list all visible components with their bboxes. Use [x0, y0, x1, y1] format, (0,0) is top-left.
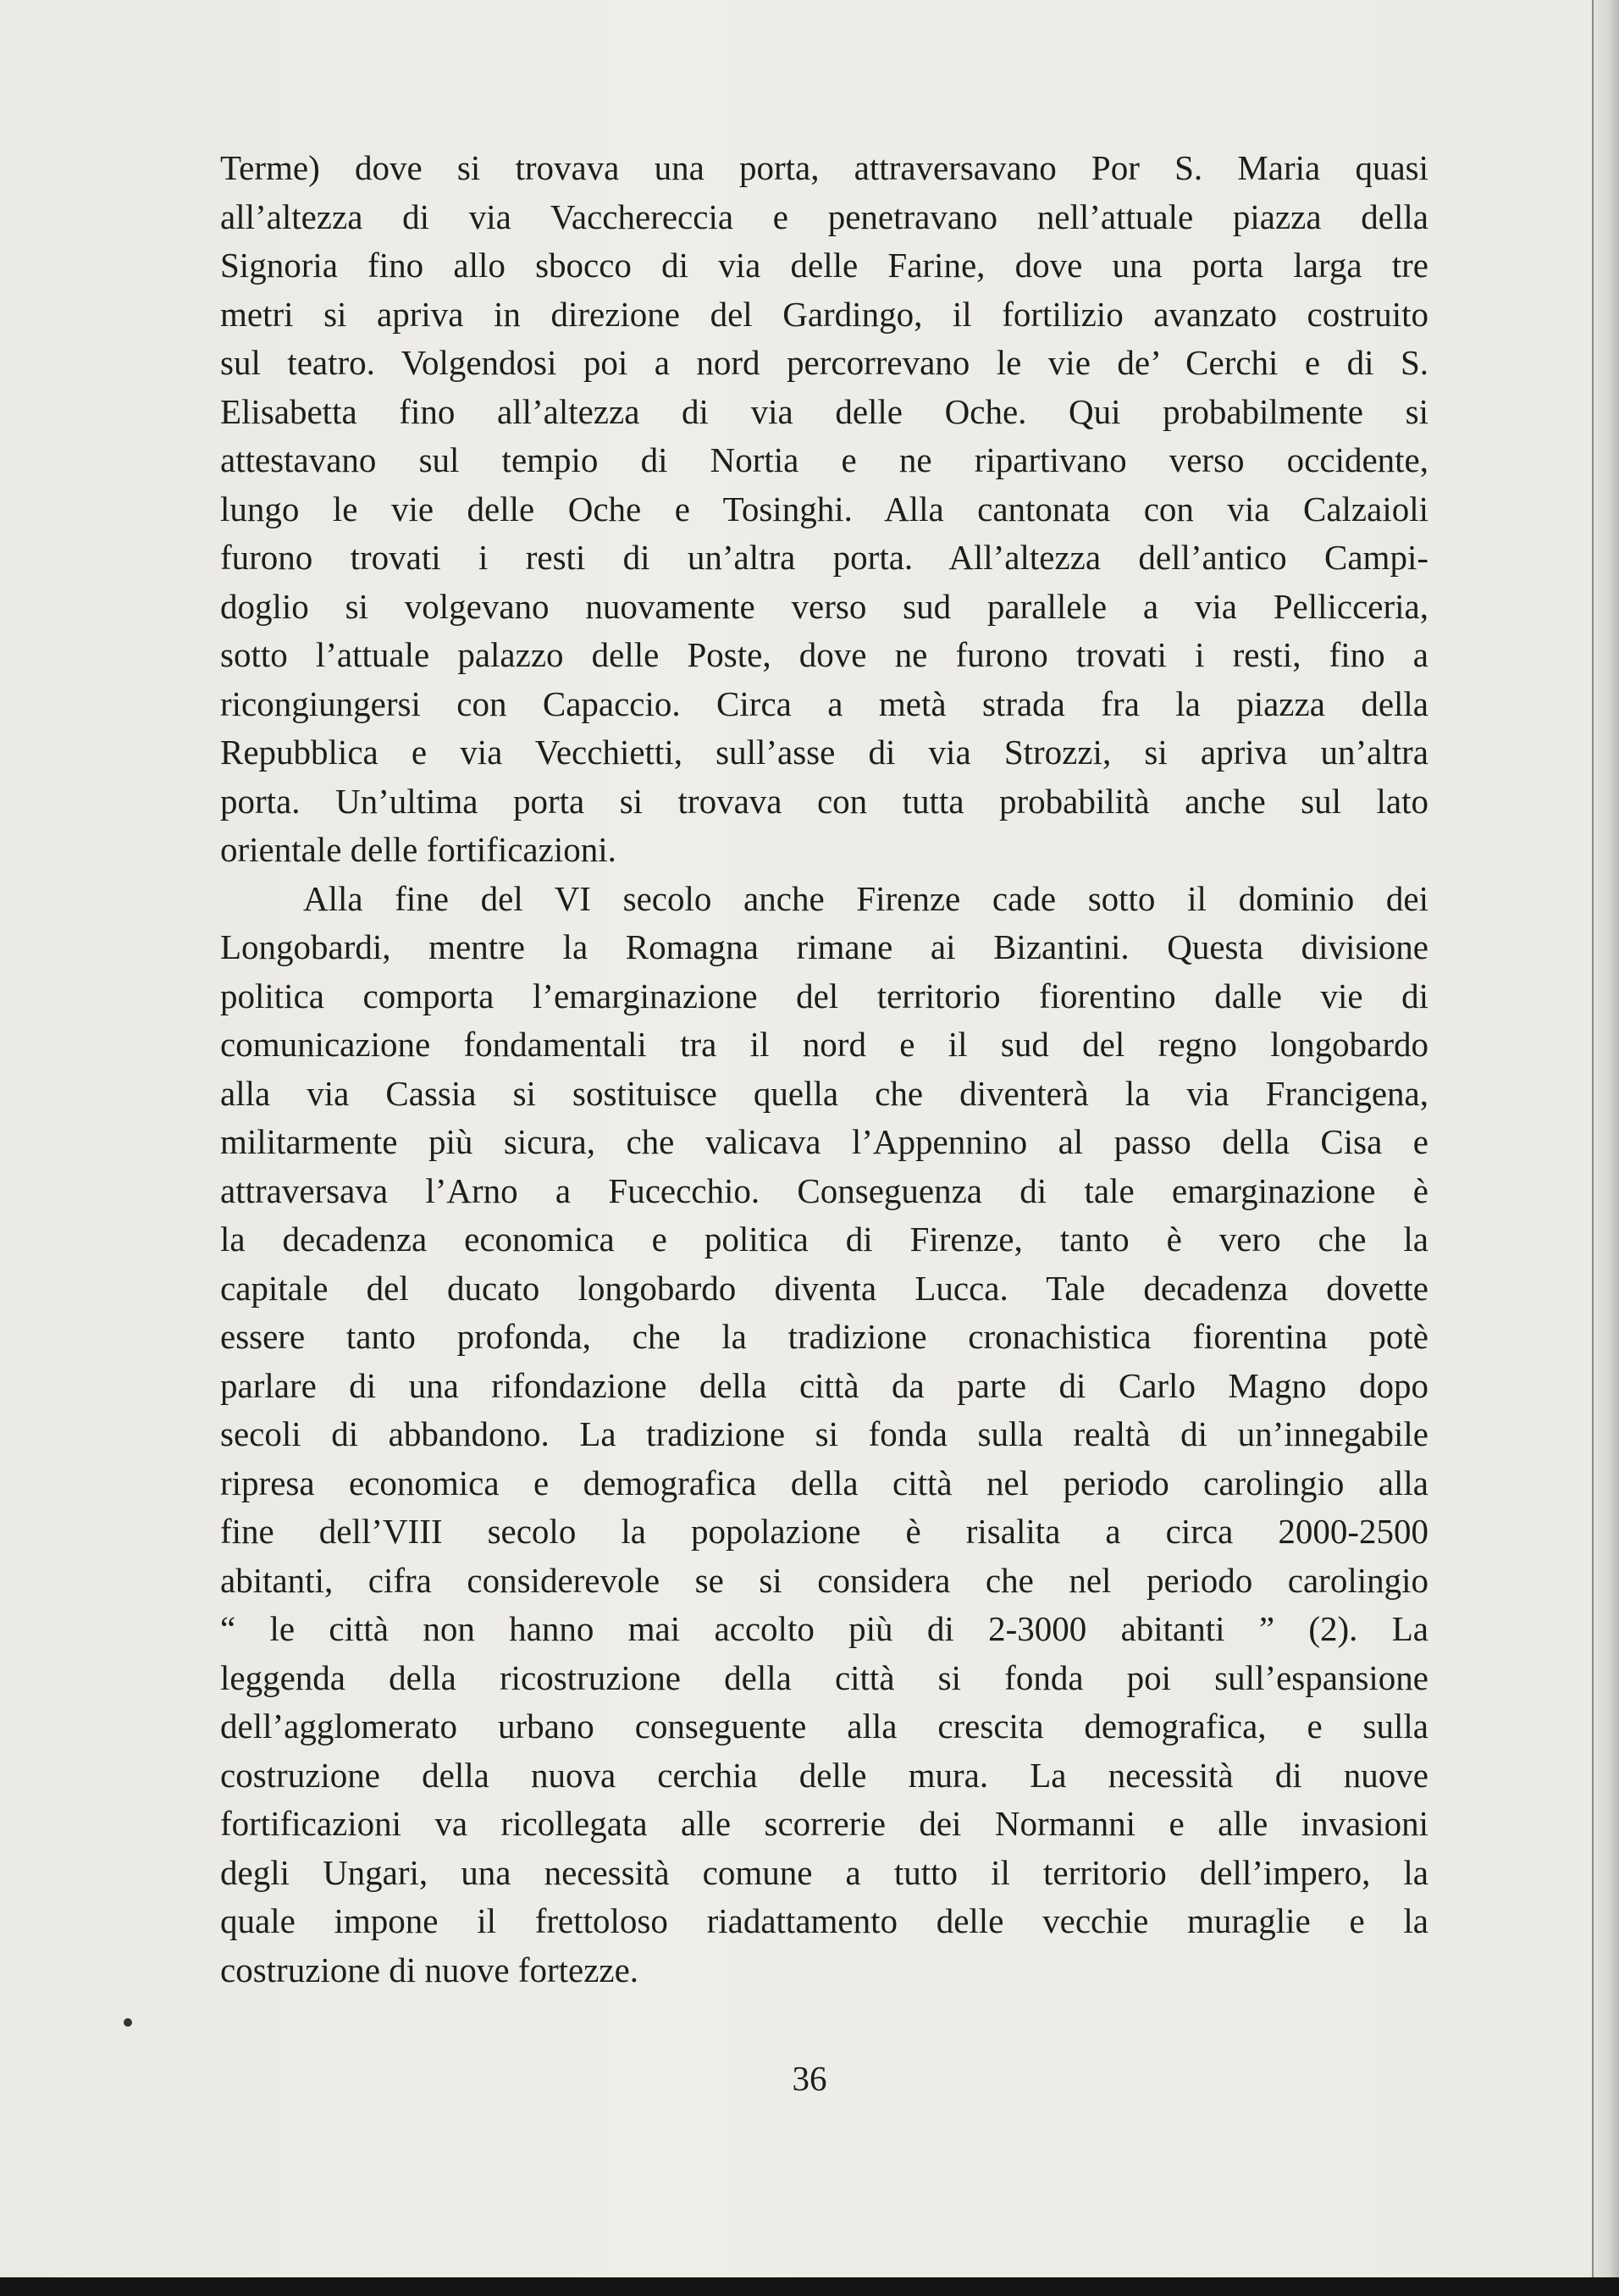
text-line: leggenda della ricostruzione della città si fonda poi sull’espansione	[220, 1657, 1428, 1697]
scan-border-bottom	[0, 2277, 1619, 2296]
text-line: Terme) dove si trovava una porta, attraversavano Por S. Maria quasi	[220, 148, 1428, 187]
text-line: Repubblica e via Vecchietti, sull’asse di via Strozzi, si apriva un’altra	[220, 733, 1428, 772]
text-line: sul teatro. Volgendosi poi a nord percorrevano le vie de’ Cerchi e di S.	[220, 343, 1428, 382]
text-line: Longobardi, mentre la Romagna rimane ai Bizantini. Questa divisione	[220, 927, 1428, 966]
text-line: lungo le vie delle Oche e Tosinghi. Alla cantonata con via Calzaioli	[220, 489, 1428, 528]
paragraph	[220, 144, 1428, 875]
text-line: costruzione di nuove fortezze.	[220, 1950, 639, 1989]
text-line: comunicazione fondamentali tra il nord e il sud del regno longobardo	[220, 1025, 1428, 1064]
text-line: dell’agglomerato urbano conseguente alla crescita demografica, e sulla	[220, 1707, 1428, 1746]
text-line: “ le città non hanno mai accolto più di 2-3000 abitanti ” (2). La	[220, 1609, 1428, 1648]
text-line: furono trovati i resti di un’altra porta. All’altezza dell’antico Campi-	[220, 538, 1428, 577]
text-line: metri si apriva in direzione del Gardingo, il fortilizio avanzato costruito	[220, 294, 1428, 334]
text-line: secoli di abbandono. La tradizione si fonda sulla realtà di un’innegabile	[220, 1414, 1428, 1453]
text-line: doglio si volgevano nuovamente verso sud parallele a via Pellicceria,	[220, 586, 1428, 626]
page-edge-right	[1592, 0, 1619, 2296]
text-line: ricongiungersi con Capaccio. Circa a metà strada fra la piazza della	[220, 683, 1428, 723]
text-line: orientale delle fortificazioni.	[220, 830, 616, 869]
text-line: abitanti, cifra considerevole se si considera che nel periodo carolingio	[220, 1560, 1428, 1600]
text-line: fortificazioni va ricollegata alle scorrerie dei Normanni e alle invasioni	[220, 1804, 1428, 1843]
text-line: Alla fine del VI secolo anche Firenze cade sotto il dominio dei	[303, 878, 1428, 918]
text-line: ripresa economica e demografica della città nel periodo carolingio alla	[220, 1463, 1428, 1502]
text-line: capitale del ducato longobardo diventa Lucca. Tale decadenza dovette	[220, 1268, 1428, 1308]
text-line: all’altezza di via Vacchereccia e penetravano nell’attuale piazza della	[220, 196, 1428, 236]
text-line: sotto l’attuale palazzo delle Poste, dove ne furono trovati i resti, fino a	[220, 635, 1428, 674]
text-line: degli Ungari, una necessità comune a tutto il territorio dell’impero, la	[220, 1852, 1428, 1892]
ink-dot	[124, 2018, 132, 2027]
text-line: costruzione della nuova cerchia delle mura. La necessità di nuove	[220, 1755, 1428, 1795]
text-line: essere tanto profonda, che la tradizione cronachistica fiorentina potè	[220, 1317, 1428, 1356]
text-line: Signoria fino allo sbocco di via delle Farine, dove una porta larga tre	[220, 246, 1428, 285]
text-line: fine dell’VIII secolo la popolazione è risalita a circa 2000-2500	[220, 1512, 1428, 1551]
body-text	[220, 144, 1428, 1994]
text-line: militarmente più sicura, che valicava l’Appennino al passo della Cisa e	[220, 1122, 1428, 1161]
text-line: alla via Cassia si sostituisce quella che diventerà la via Francigena,	[220, 1073, 1428, 1113]
text-line: attraversava l’Arno a Fucecchio. Conseguenza di tale emarginazione è	[220, 1170, 1428, 1210]
text-line: Elisabetta fino all’altezza di via delle Oche. Qui probabilmente si	[220, 391, 1428, 431]
text-line: la decadenza economica e politica di Firenze, tanto è vero che la	[220, 1220, 1428, 1259]
text-line: quale impone il frettoloso riadattamento delle vecchie muraglie e la	[220, 1901, 1428, 1940]
text-line: attestavano sul tempio di Nortia e ne ripartivano verso occidente,	[220, 440, 1428, 479]
paragraph	[220, 875, 1428, 1995]
text-line: politica comporta l’emarginazione del territorio fiorentino dalle vie di	[220, 976, 1428, 1015]
text-line: porta. Un’ultima porta si trovava con tutta probabilità anche sul lato	[220, 781, 1428, 821]
page-number: 36	[792, 2059, 827, 2098]
text-line: parlare di una rifondazione della città da parte di Carlo Magno dopo	[220, 1365, 1428, 1405]
